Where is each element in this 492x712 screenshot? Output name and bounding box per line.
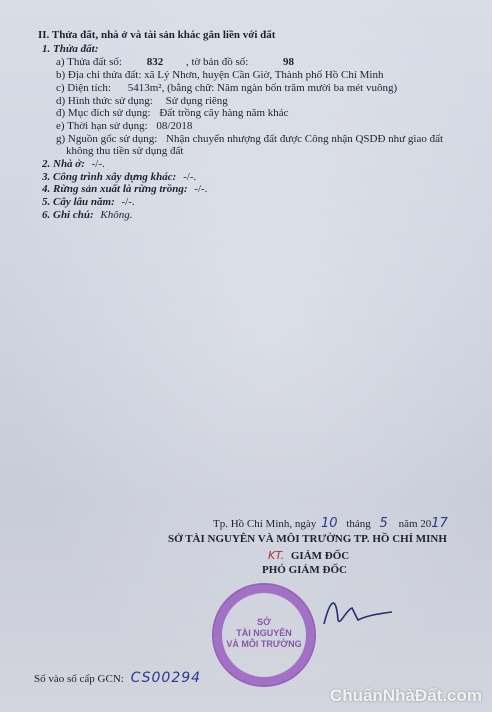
area-value: 5413m², (bằng chữ: Năm ngàn bốn trăm mười ba mét vuông) <box>127 82 398 94</box>
parcel-number-value: 832 <box>146 56 164 68</box>
deputy-title: PHÓ GIÁM ĐỐC <box>262 564 347 576</box>
item1-heading: 1. Thửa đất: <box>42 43 99 55</box>
seal-line-1: SỞ <box>257 617 271 627</box>
agency-name: SỞ TÀI NGUYÊN VÀ MÔI TRƯỜNG TP. HỒ CHÍ MINH <box>168 533 447 545</box>
item6-row <box>42 209 133 222</box>
item6-value: Không. <box>100 209 133 221</box>
official-seal-icon <box>212 583 316 687</box>
place-date <box>213 517 448 531</box>
registry-label: Số vào sổ cấp GCN: <box>34 673 124 685</box>
watermark: ChuẩnNhàĐất.com <box>329 686 482 705</box>
date-month: 5 <box>379 516 388 531</box>
kt-title: GIÁM ĐỐC <box>290 550 350 562</box>
seal-line-3: VÀ MÔI TRƯỜNG <box>226 639 302 649</box>
usage-purpose-value: Đất trồng cây hàng năm khác <box>159 107 289 119</box>
date-day: 10 <box>321 516 338 531</box>
usage-origin-label: g) Nguồn gốc sử dụng: <box>56 133 158 145</box>
item3-heading: 3. Công trình xây dựng khác: <box>42 171 177 183</box>
place-date-label: Tp. Hồ Chí Minh, ngày <box>213 518 317 530</box>
parcel-number-label: a) Thửa đất số: <box>56 56 122 68</box>
item4-heading: 4. Rừng sản xuất là rừng trồng: <box>42 183 188 195</box>
section-title: II. Thửa đất, nhà ở và tài sản khác gắn liền với đất <box>38 29 276 41</box>
month-label: tháng <box>346 518 371 530</box>
usage-purpose-label: đ) Mục đích sử dụng: <box>56 107 151 119</box>
item5-row <box>42 196 135 209</box>
usage-term-row <box>56 120 192 133</box>
item5-value: -/-. <box>121 196 135 208</box>
item5-heading: 5. Cây lâu năm: <box>42 196 115 208</box>
seal-line-2: TÀI NGUYÊN <box>236 628 292 638</box>
registry-value: CS00294 <box>130 670 202 686</box>
seal-text <box>214 617 314 650</box>
item2-row <box>42 158 105 171</box>
item6-heading: 6. Ghi chú: <box>42 209 94 221</box>
usage-purpose-row <box>56 107 289 120</box>
usage-form-label: d) Hình thức sử dụng: <box>56 95 153 107</box>
item2-heading: 2. Nhà ở: <box>42 158 85 170</box>
parcel-number-row <box>56 56 294 69</box>
signature-icon <box>318 590 398 630</box>
kt-prefix: KT. <box>268 549 285 562</box>
area-label: c) Diện tích: <box>56 82 111 94</box>
usage-form-value: Sử dụng riêng <box>165 95 228 107</box>
kt-title-row <box>268 549 349 563</box>
registry-row <box>34 672 201 686</box>
map-sheet-label: , tờ bản đồ số: <box>185 56 249 68</box>
year-label: năm 20 <box>398 518 432 530</box>
item3-value: -/-. <box>183 171 197 183</box>
item4-row <box>42 183 207 196</box>
item4-value: -/-. <box>194 183 208 195</box>
usage-origin-value: Nhận chuyển nhượng đất được Công nhận QSDĐ như giao đất <box>166 133 444 145</box>
map-sheet-value: 98 <box>283 56 295 68</box>
item2-value: -/-. <box>91 158 105 170</box>
usage-term-label: e) Thời hạn sử dụng: <box>56 120 148 132</box>
area-row <box>56 82 397 95</box>
date-year: 17 <box>431 516 448 531</box>
usage-term-value: 08/2018 <box>156 120 193 132</box>
usage-origin-value-cont: không thu tiền sử dụng đất <box>66 145 184 157</box>
parcel-address: b) Địa chỉ thửa đất: xã Lý Nhơn, huyện Cần Giờ, Thành phố Hồ Chí Minh <box>56 69 384 81</box>
